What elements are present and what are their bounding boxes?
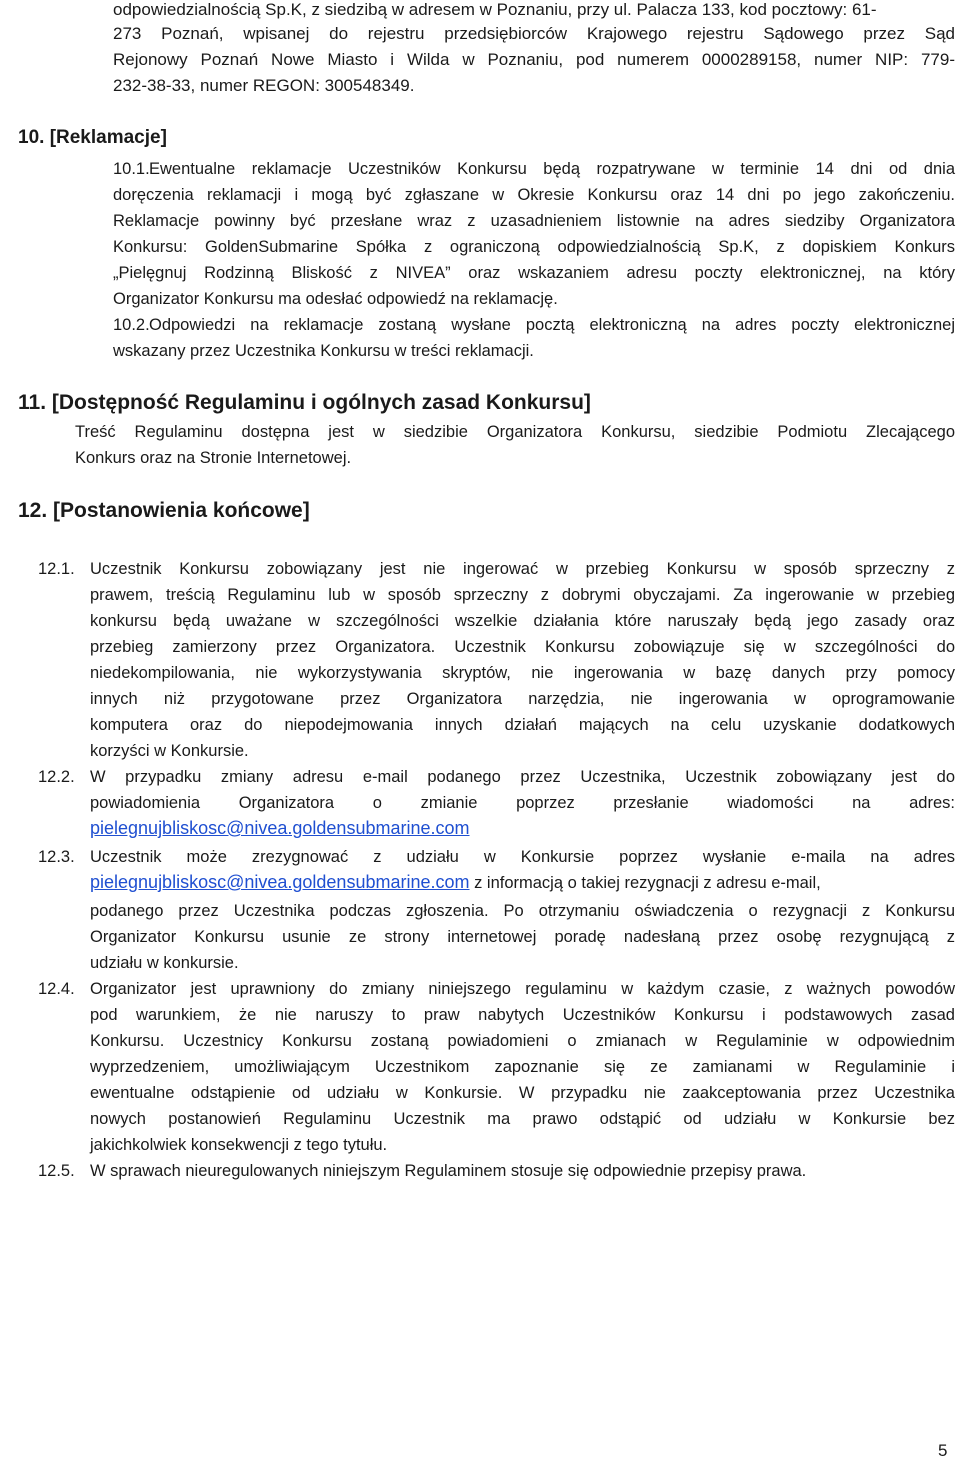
item-12-1-line: niedekompilowania, nie wykorzystywania skryptów, nie ingerowania w bazę danych przy pomocy	[90, 664, 955, 682]
item-number-10-2: 10.2.	[113, 316, 150, 334]
item-number-10-1: 10.1.	[113, 160, 150, 178]
section-11-line: Treść Regulaminu dostępna jest w siedzibie Organizatora Konkursu, siedzibie Podmiotu Zlecającego	[75, 423, 955, 441]
email-link[interactable]: pielegnujbliskosc@nivea.goldensubmarine.com	[90, 818, 470, 838]
item-12-1-line: przebieg zamierzony przez Organizatora. Uczestnik Konkursu zobowiązuje się w szczególności do	[90, 638, 955, 656]
item-12-4-line: pod warunkiem, że nie naruszy to praw nabytych Uczestników Konkursu i podstawowych zasad	[90, 1006, 955, 1024]
item-12-4-line: Organizator jest uprawniony do zmiany niniejszego regulaminu w każdym czasie, z ważnych powodów	[90, 980, 955, 998]
item-number-12-4: 12.4.	[38, 980, 75, 998]
section-11-line: Konkurs oraz na Stronie Internetowej.	[75, 449, 352, 467]
item-12-2-line: W przypadku zmiany adresu e-mail podanego przez Uczestnika, Uczestnik zobowiązany jest do	[90, 768, 955, 786]
item-10-1-line: Organizator Konkursu ma odesłać odpowiedź na reklamację.	[113, 290, 558, 308]
item-12-3-line: udziału w konkursie.	[90, 954, 239, 972]
item-12-1-line: prawem, treścią Regulaminu lub w sposób sprzeczny z dobrymi obyczajami. Za ingerowanie w przebieg	[90, 586, 955, 604]
item-12-3-line: Uczestnik może zrezygnować z udziału w Konkursie poprzez wysłanie e-maila na adres	[90, 848, 955, 866]
item-number-12-3: 12.3.	[38, 848, 75, 866]
email-link[interactable]: pielegnujbliskosc@nivea.goldensubmarine.com	[90, 872, 470, 892]
item-12-4-line: ewentualne odstąpienie od udziału w Konkursie. W przypadku nie zaakceptowania przez Uczestnika	[90, 1084, 955, 1102]
item-10-1-line: Reklamacje powinny być przesłane wraz z uzasadnieniem listownie na adres siedziby Organizatora	[113, 212, 955, 230]
item-12-1-line: Uczestnik Konkursu zobowiązany jest nie ingerować w przebieg Konkursu w sposób sprzeczny z	[90, 560, 955, 578]
item-12-5-line: W sprawach nieuregulowanych niniejszym Regulaminem stosuje się odpowiednie przepisy prawa.	[90, 1162, 807, 1180]
section-11-heading: 11. [Dostępność Regulaminu i ogólnych zasad Konkursu]	[18, 391, 591, 414]
item-10-1-line: „Pielęgnuj Rodzinną Bliskość z NIVEA” oraz wskazaniem adresu poczty elektronicznej, na który	[113, 264, 955, 282]
item-12-4-line: wyprzedzeniem, umożliwiającym Uczestnikom zapoznanie się ze zamianami w Regulaminie i	[90, 1058, 955, 1076]
section-10-heading: 10. [Reklamacje]	[18, 127, 167, 148]
item-12-3-line: podanego przez Uczestnika podczas zgłoszenia. Po otrzymaniu oświadczenia o rezygnacji z Konkursu	[90, 902, 955, 920]
item-10-2-line: Odpowiedzi na reklamacje zostaną wysłane pocztą elektroniczną na adres poczty elektronicznej	[149, 316, 955, 334]
item-number-12-2: 12.2.	[38, 768, 75, 786]
section-12-heading: 12. [Postanowienia końcowe]	[18, 499, 310, 522]
item-10-2-line: wskazany przez Uczestnika Konkursu w treści reklamacji.	[113, 342, 534, 360]
item-10-1-line: doręczenia reklamacji i mogą być zgłaszane w Okresie Konkursu oraz 14 dni po jego zakończeniu.	[113, 186, 955, 204]
item-number-12-1: 12.1.	[38, 560, 75, 578]
item-10-1-line: Ewentualne reklamacje Uczestników Konkursu będą rozpatrywane w terminie 14 dni od dnia	[149, 160, 955, 178]
item-12-3-email-line	[90, 872, 821, 893]
item-10-1-line: Konkursu: GoldenSubmarine Spółka z ograniczoną odpowiedzialnością Sp.K, z dopiskiem Konkurs	[113, 238, 955, 256]
item-12-1-line: korzyści w Konkursie.	[90, 742, 249, 760]
item-12-1-line: konkursu będą uważane w szczególności wszelkie działania które naruszały będą jego zasady oraz	[90, 612, 955, 630]
item-12-1-line: komputera oraz do niepodejmowania innych działań mających na celu uzyskanie dodatkowych	[90, 716, 955, 734]
intro-line: 232-38-33, numer REGON: 300548349.	[113, 76, 415, 95]
item-12-4-line: nowych postanowień Regulaminu Uczestnik ma prawo odstąpić od udziału w Konkursie bez	[90, 1110, 955, 1128]
item-12-2-line: powiadomienia Organizatora o zmianie poprzez przesłanie wiadomości na adres:	[90, 794, 955, 812]
item-12-3-line: Organizator Konkursu usunie ze strony internetowej poradę nadesłaną przez osobę rezygnującą z	[90, 928, 955, 946]
intro-line: 273 Poznań, wpisanej do rejestru przedsiębiorców Krajowego rejestru Sądowego przez Sąd	[113, 24, 955, 43]
page-number: 5	[938, 1441, 948, 1460]
item-number-12-5: 12.5.	[38, 1162, 75, 1180]
item-12-4-line: Konkursu. Uczestnicy Konkursu zostaną powiadomieni o zmianach w Regulaminie w odpowiednim	[90, 1032, 955, 1050]
item-12-3-after-email: z informacją o takiej rezygnacji z adresu e-mail,	[469, 874, 821, 892]
intro-line: odpowiedzialnością Sp.K, z siedzibą w adresem w Poznaniu, przy ul. Palacza 133, kod pocztowy: 61-	[113, 0, 877, 19]
item-12-4-line: jakichkolwiek konsekwencji z tego tytułu.	[90, 1136, 388, 1154]
intro-line: Rejonowy Poznań Nowe Miasto i Wilda w Poznaniu, pod numerem 0000289158, numer NIP: 779-	[113, 50, 955, 69]
item-12-1-line: innych niż przygotowane przez Organizatora narzędzia, nie ingerowania w oprogramowanie	[90, 690, 955, 708]
